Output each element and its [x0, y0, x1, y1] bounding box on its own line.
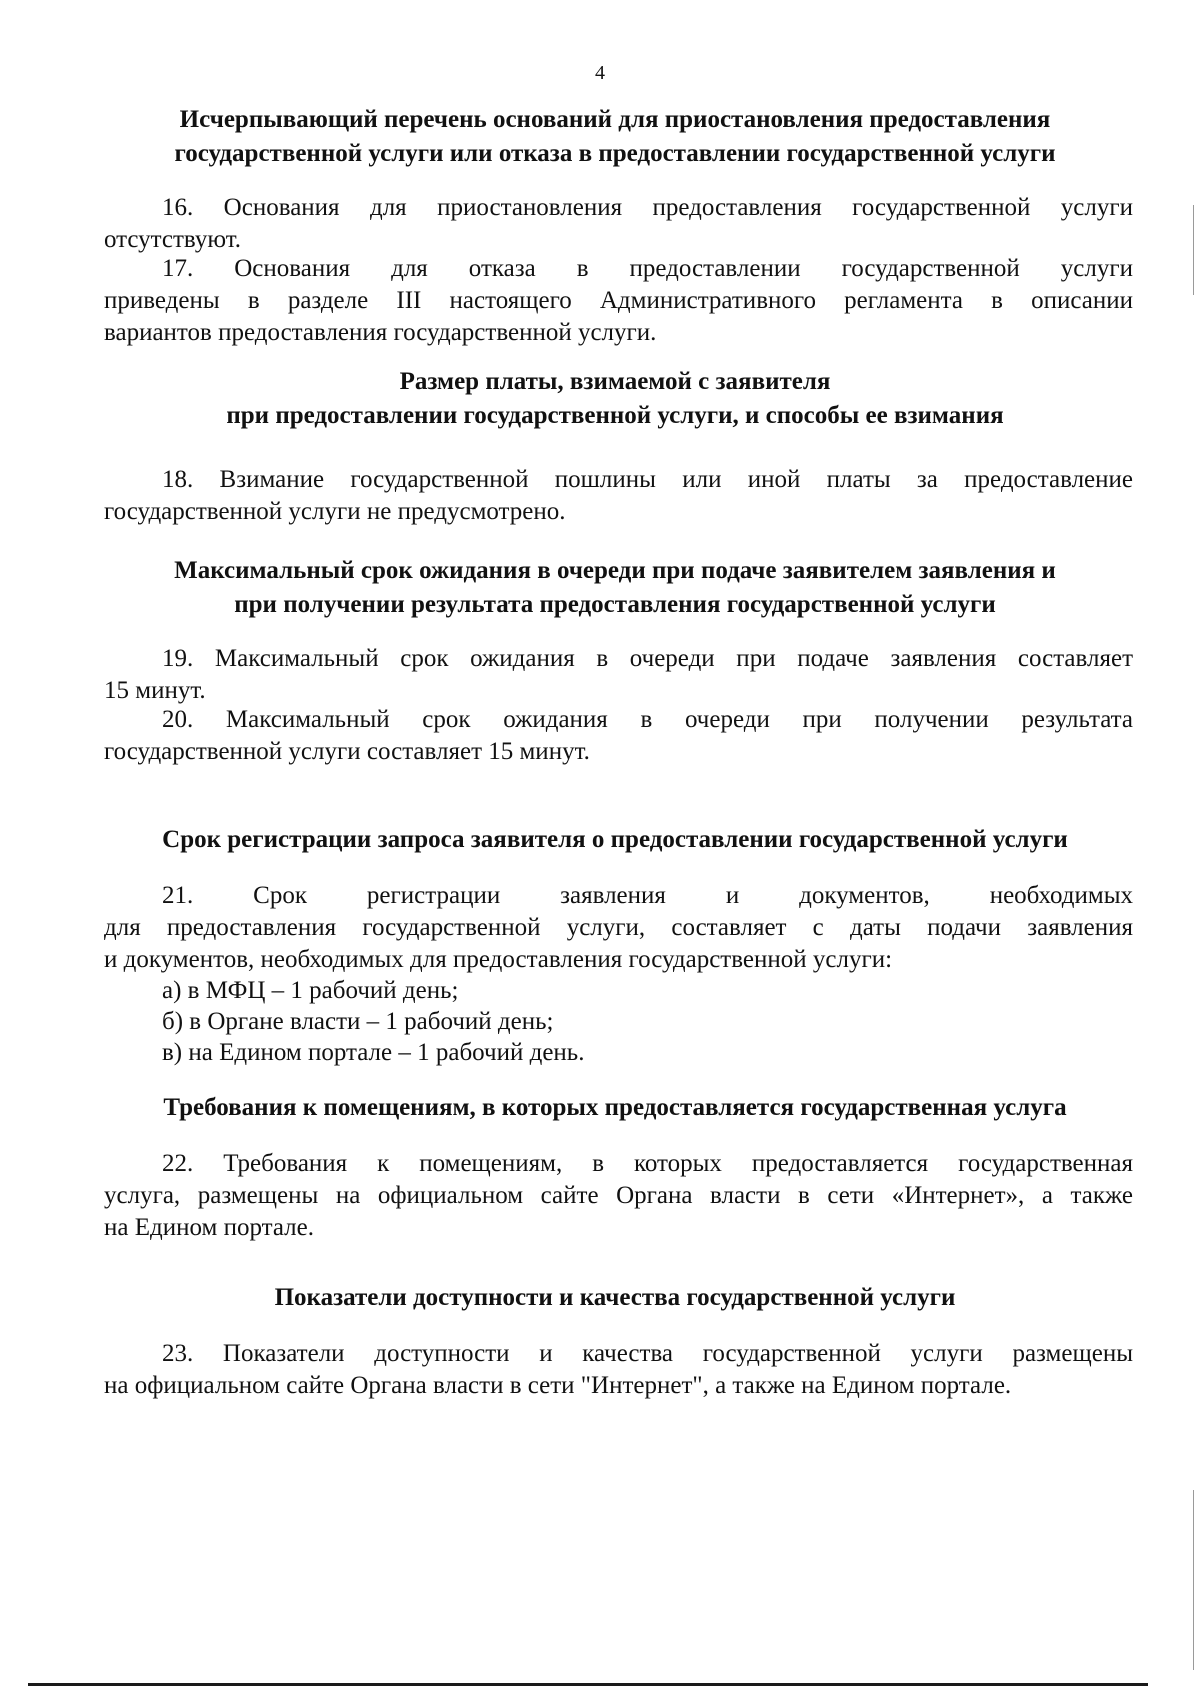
heading-line: государственной услуги или отказа в предоставлении государственной услуги	[174, 140, 1056, 167]
heading-line: Требования к помещениям, в которых предоставляется государственная услуга	[163, 1094, 1067, 1121]
scan-bottom-border	[28, 1683, 1148, 1686]
paragraph-22	[104, 1148, 1133, 1244]
heading-fee	[100, 365, 1130, 433]
list-item: а) в МФЦ – 1 рабочий день;	[162, 977, 459, 1004]
heading-line: Максимальный срок ожидания в очереди при подаче заявителем заявления и	[174, 557, 1056, 584]
paragraph-line: на официальном сайте Органа власти в сети "Интернет", а также на Едином портале.	[104, 1372, 1012, 1399]
paragraph-16	[104, 192, 1133, 256]
paragraph-line: 22. Требования к помещениям, в которых предоставляется государственная	[162, 1150, 1133, 1177]
heading-line: Размер платы, взимаемой с заявителя	[399, 368, 831, 395]
heading-line: при предоставлении государственной услуги, и способы ее взимания	[226, 402, 1004, 429]
paragraph-line: вариантов предоставления государственной услуги.	[104, 319, 657, 346]
paragraph-20	[104, 704, 1133, 768]
paragraph-line: 15 минут.	[104, 677, 206, 704]
paragraph-line: отсутствуют.	[104, 226, 242, 253]
paragraph-line: на Едином портале.	[104, 1214, 314, 1241]
list-item: б) в Органе власти – 1 рабочий день;	[162, 1008, 554, 1035]
heading-line: Срок регистрации запроса заявителя о предоставлении государственной услуги	[162, 826, 1068, 853]
heading-registration-time	[100, 823, 1130, 857]
paragraph-line: 16. Основания для приостановления предоставления государственной услуги	[162, 194, 1133, 221]
paragraph-line: для предоставления государственной услуги, составляет с даты подачи заявления	[104, 914, 1133, 941]
paragraph-23	[104, 1338, 1133, 1402]
paragraph-line: государственной услуги составляет 15 минут.	[104, 738, 590, 765]
paragraph-17	[104, 253, 1133, 349]
paragraph-line: государственной услуги не предусмотрено.	[104, 498, 566, 525]
heading-line: Исчерпывающий перечень оснований для приостановления предоставления	[179, 106, 1051, 133]
paragraph-line: услуга, размещены на официальном сайте Органа власти в сети «Интернет», а также	[104, 1182, 1133, 1209]
paragraph-line: 17. Основания для отказа в предоставлении государственной услуги	[162, 255, 1133, 282]
heading-queue-time	[100, 554, 1130, 622]
scan-edge-mark	[1193, 205, 1194, 295]
paragraph-line: 18. Взимание государственной пошлины или иной платы за предоставление	[162, 466, 1133, 493]
paragraph-line: 19. Максимальный срок ожидания в очереди при подаче заявления составляет	[162, 645, 1133, 672]
paragraph-line: 21. Срок регистрации заявления и документов, необходимых	[162, 882, 1133, 909]
paragraph-21	[104, 880, 1133, 976]
paragraph-line: 20. Максимальный срок ожидания в очереди при получении результата	[162, 706, 1133, 733]
paragraph-18	[104, 464, 1133, 528]
paragraph-19	[104, 643, 1133, 707]
scan-edge-mark	[1193, 1490, 1194, 1670]
paragraph-line: 23. Показатели доступности и качества государственной услуги размещены	[162, 1340, 1133, 1367]
heading-suspension-grounds	[100, 103, 1130, 171]
heading-premises	[100, 1091, 1130, 1125]
paragraph-line: приведены в разделе III настоящего Административного регламента в описании	[104, 287, 1133, 314]
page-number: 4	[595, 62, 605, 84]
list-item: в) на Едином портале – 1 рабочий день.	[162, 1039, 585, 1066]
heading-line: Показатели доступности и качества государственной услуги	[274, 1284, 956, 1311]
heading-quality-indicators	[100, 1281, 1130, 1315]
heading-line: при получении результата предоставления государственной услуги	[234, 591, 996, 618]
paragraph-line: и документов, необходимых для предоставления государственной услуги:	[104, 946, 893, 973]
